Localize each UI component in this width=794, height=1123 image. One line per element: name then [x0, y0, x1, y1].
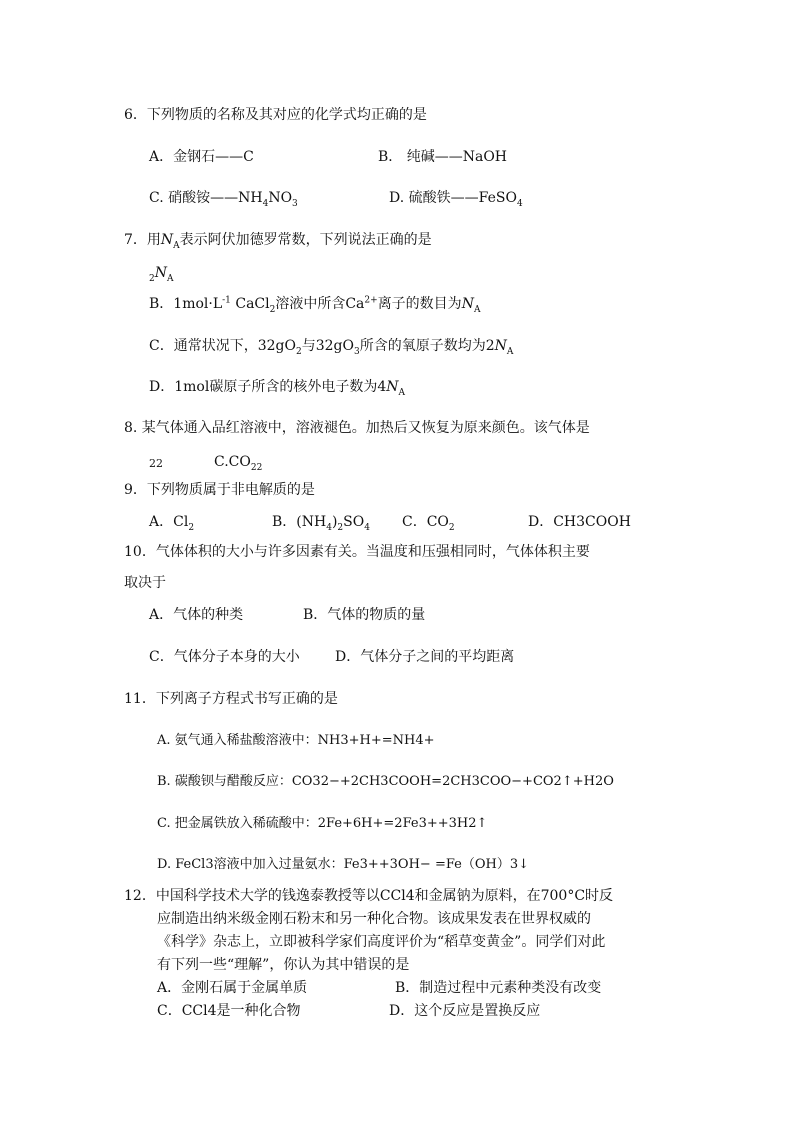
q12-stem-line2: 应制造出纳米级金刚石粉末和另一种化合物。该成果发表在世界权威的 [157, 911, 591, 927]
q11-option-d: D. FeCl3溶液中加入过量氨水：Fe3++3OH− =Fe（OH）3↓ [157, 857, 530, 872]
q10-option-b: B．气体的物质的量 [303, 607, 426, 623]
q7-option-d: D．1mol碳原子所含的核外电子数为$4N_A$ [149, 379, 405, 398]
q9-option-b: B．$(NH_4)_2SO_4$ [272, 514, 370, 533]
q11-option-a: A. 氨气通入稀盐酸溶液中：NH3+H+=NH4+ [157, 733, 435, 748]
q11-stem: 11．下列离子方程式书写正确的是 [124, 691, 338, 707]
q8-fragment-2: $C.CO_{22}$ [214, 454, 263, 473]
q12-option-b: B．制造过程中元素种类没有改变 [395, 980, 602, 996]
q12-stem-line3: 《科学》杂志上，立即被科学家们高度评价为“稻草变黄金”。同学们对此 [157, 934, 606, 950]
q10-stem-line2: 取决于 [124, 575, 166, 591]
q11-option-b: B. 碳酸钡与醋酸反应：CO32−+2CH3COOH=2CH3COO−+CO2↑+H2O [157, 774, 614, 789]
q6-stem: 6．下列物质的名称及其对应的化学式均正确的是 [124, 107, 427, 123]
q12-stem-line4: 有下列一些“理解”，你认为其中错误的是 [157, 957, 410, 973]
q6-option-c: C. 硝酸铵$——NH_4NO_3$ [149, 190, 298, 209]
q11-option-c: C. 把金属铁放入稀硫酸中：2Fe+6H+=2Fe3++3H2↑ [157, 816, 488, 831]
q10-option-d: D．气体分子之间的平均距离 [335, 649, 515, 665]
q10-option-a: A．气体的种类 [149, 607, 244, 623]
q10-stem-line1: 10．气体体积的大小与许多因素有关。当温度和压强相同时，气体体积主要 [124, 544, 590, 560]
q9-option-d: D．CH3COOH [528, 514, 631, 530]
q12-stem-line1: 12．中国科学技术大学的钱逸泰教授等以CCl4和金属钠为原料，在700°C时反 [124, 888, 614, 904]
q12-option-d: D．这个反应是置换反应 [389, 1003, 541, 1019]
q7-option-b: B．$1mol\cdot L^{-1}$ CaCl$_2$溶液中所含$Ca^{2+}$离子的数目为$N_A$ [149, 295, 481, 315]
q6-option-d: D. 硫酸铁——FeSO$_4$ [389, 190, 523, 209]
q9-option-a: A．$Cl_2$ [149, 514, 195, 533]
q9-option-c: C．$CO_2$ [402, 514, 455, 533]
q10-option-c: C．气体分子本身的大小 [149, 649, 300, 665]
q7-stem: 7．用$N_A$表示阿伏加德罗常数，下列说法正确的是 [124, 232, 432, 251]
q7-option-c: C．通常状况下，$32gO_2$与$32gO_3$所含的氧原子数均为$2N_A$ [149, 338, 514, 357]
q6-option-a: A．金钢石——C [149, 149, 254, 165]
q8-fragment-1: 22 [149, 457, 163, 470]
q8-stem: 8. 某气体通入品红溶液中，溶液褪色。加热后又恢复为原来颜色。该气体是 [124, 420, 590, 436]
q12-option-c: C．CCl4是一种化合物 [157, 1003, 301, 1019]
q12-option-a: A．金刚石属于金属单质 [157, 980, 308, 996]
q6-option-b: B． 纯碱——NaOH [378, 149, 508, 165]
q9-stem: 9．下列物质属于非电解质的是 [124, 482, 315, 498]
q7-fragment: $_2N_A$ [149, 265, 174, 284]
